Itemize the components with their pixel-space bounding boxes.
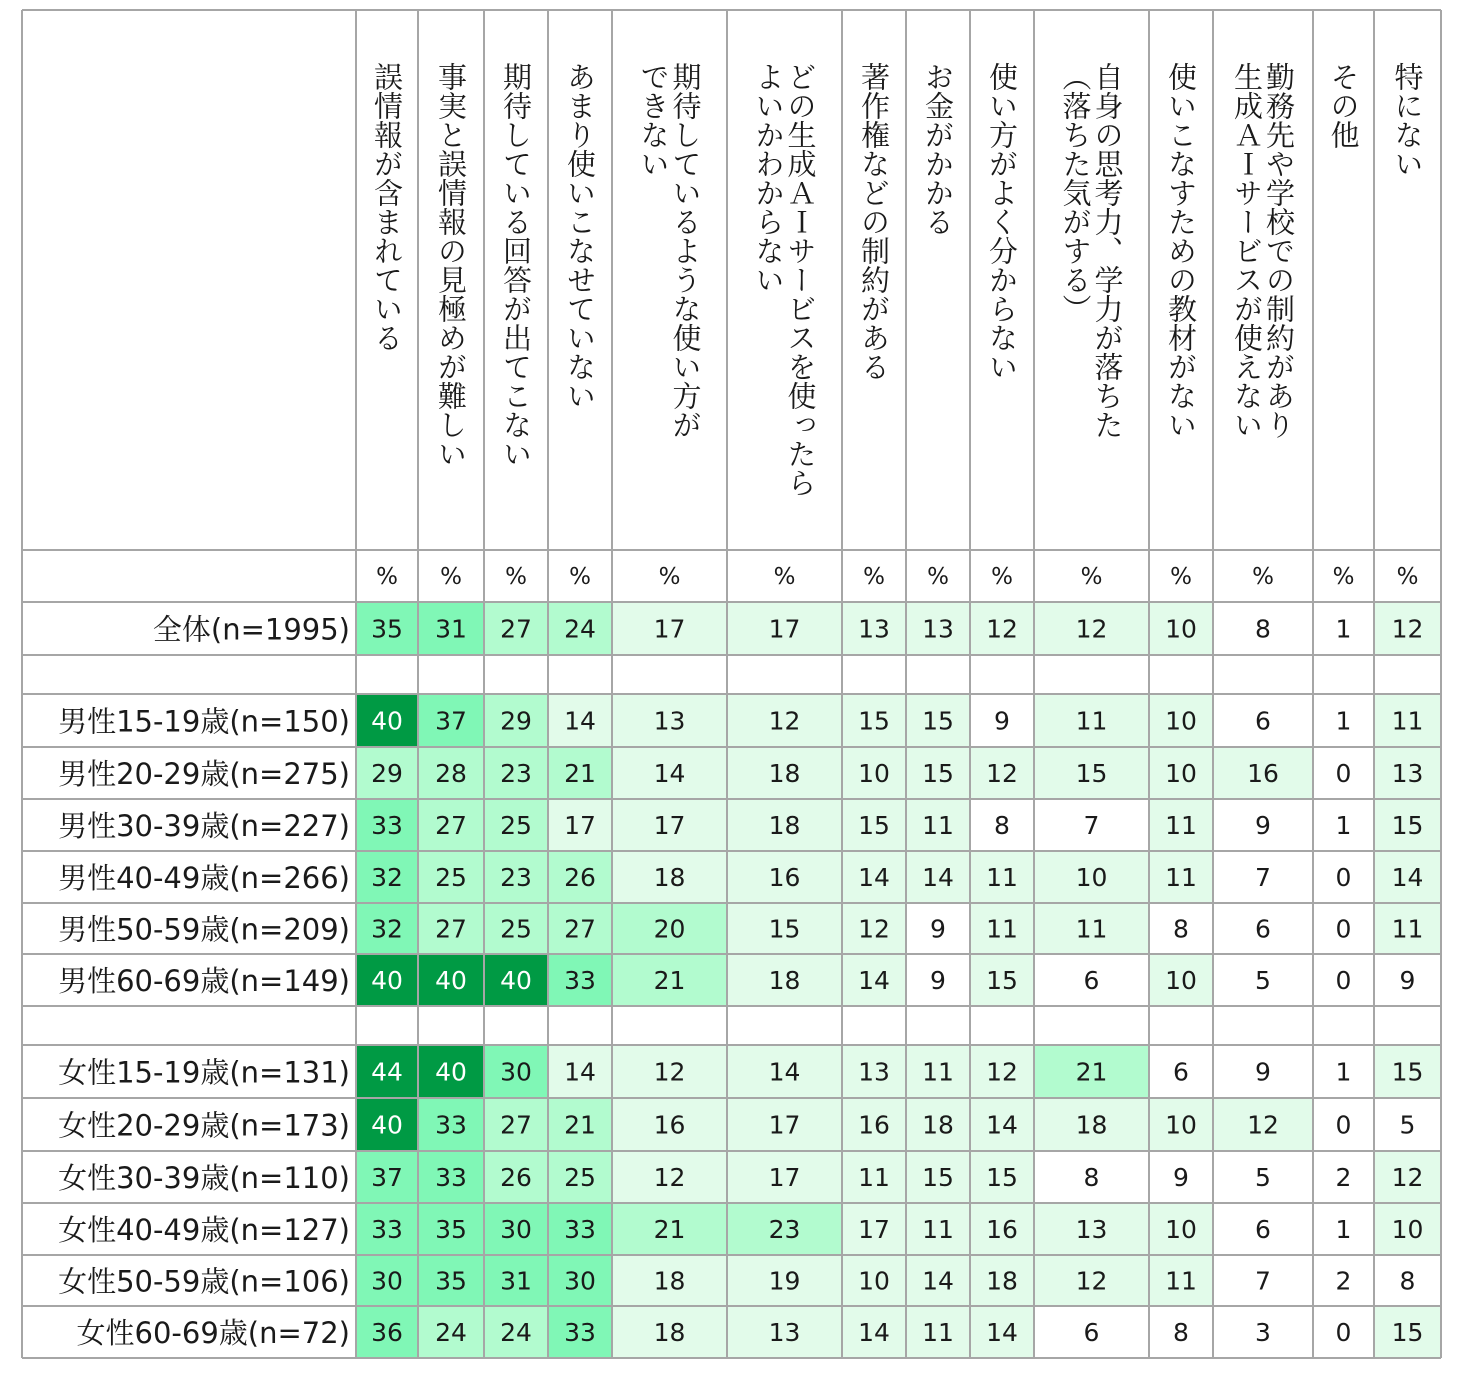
cell-value: 23 (500, 863, 532, 892)
cell-value: 6 (1255, 706, 1271, 736)
cell-value: 8 (994, 811, 1010, 840)
cell-value: 8 (1173, 1318, 1189, 1347)
cell-value: 16 (1247, 759, 1279, 788)
cell-value: 14 (653, 759, 686, 788)
cell-value: 13 (1075, 1215, 1108, 1244)
cell-value: 2 (1335, 1163, 1352, 1192)
cell-value: 29 (371, 759, 403, 788)
cell-value: 30 (564, 1266, 596, 1296)
cell-value: 36 (371, 1318, 403, 1347)
cell-value: 13 (858, 1057, 890, 1087)
cell-value: 15 (858, 706, 890, 736)
column-header-label: どの生成ＡＩサービスを使ったら (783, 62, 818, 497)
unit-label: % (376, 564, 398, 590)
cell-value: 27 (564, 914, 596, 944)
cell-value: 14 (858, 1318, 890, 1347)
cell-value: 7 (1255, 1266, 1271, 1296)
cell-value: 5 (1399, 1110, 1416, 1140)
row-label: 男性40-49歳(n=266) (58, 861, 350, 895)
cell-value: 16 (768, 863, 801, 892)
cell-value: 35 (435, 1215, 467, 1244)
row-label: 女性30-39歳(n=110) (58, 1161, 350, 1195)
cell-value: 0 (1335, 863, 1352, 892)
cell-value: 18 (768, 966, 801, 995)
row-label: 女性20-29歳(n=173) (58, 1108, 350, 1143)
cell-value: 14 (858, 966, 890, 995)
cell-value: 12 (768, 706, 801, 736)
cell-value: 10 (1165, 759, 1197, 788)
column-header-label: 事実と誤情報の見極めが難しい (434, 62, 468, 468)
cell-value: 17 (768, 614, 801, 644)
cell-value: 14 (768, 1057, 801, 1087)
cell-value: 13 (768, 1318, 801, 1347)
cell-value: 15 (922, 759, 954, 788)
cell-value: 11 (986, 863, 1018, 892)
cell-value: 40 (371, 1110, 403, 1140)
column-header (1230, 62, 1296, 439)
column-header (1391, 62, 1425, 178)
cell-value: 8 (1173, 914, 1189, 944)
unit-label: % (1396, 564, 1419, 590)
cell-value: 9 (1399, 966, 1416, 995)
cell-value: 27 (500, 1110, 532, 1140)
cell-value: 24 (564, 614, 596, 644)
cell-value: 10 (1165, 706, 1197, 736)
cell-value: 29 (500, 706, 532, 736)
unit-label: % (440, 564, 462, 590)
column-header-label: 誤情報が含まれている (370, 62, 404, 352)
column-header (434, 62, 468, 468)
column-header-label: （落ちた気がする） (1058, 62, 1093, 323)
column-header (563, 62, 597, 410)
cell-value: 10 (1165, 1215, 1197, 1244)
cell-value: 11 (1391, 706, 1424, 736)
cell-value: 12 (1247, 1110, 1279, 1140)
cell-value: 18 (653, 1266, 686, 1296)
cell-value: 12 (1391, 1163, 1424, 1192)
unit-label: % (1252, 564, 1274, 590)
cell-value: 0 (1335, 1110, 1352, 1140)
cell-value: 33 (435, 1163, 467, 1192)
column-header-label: 使い方がよく分からない (985, 62, 1019, 381)
cell-value: 15 (986, 966, 1018, 995)
cell-value: 25 (564, 1163, 596, 1192)
cell-value: 26 (564, 863, 596, 892)
cell-value: 14 (564, 706, 596, 736)
cell-value: 14 (922, 1266, 954, 1296)
cell-value: 15 (922, 1163, 954, 1192)
cell-value: 11 (1165, 811, 1197, 840)
cell-value: 35 (435, 1266, 467, 1296)
column-header-label: できない (636, 62, 671, 178)
cell-value: 12 (858, 914, 890, 944)
cell-value: 11 (1165, 1266, 1197, 1296)
cell-value: 0 (1335, 759, 1352, 788)
cell-value: 15 (1391, 1057, 1424, 1087)
cell-value: 2 (1335, 1266, 1352, 1296)
unit-label: % (505, 564, 527, 590)
cell-value: 25 (435, 863, 467, 892)
cell-value: 37 (435, 706, 467, 736)
cell-value: 0 (1335, 1318, 1352, 1347)
cell-value: 12 (653, 1057, 686, 1087)
cell-value: 17 (768, 1110, 801, 1140)
cell-value: 18 (653, 863, 686, 892)
cell-value: 11 (1165, 863, 1197, 892)
cell-value: 14 (922, 863, 954, 892)
column-header (499, 62, 533, 468)
column-header-label: 生成ＡＩサービスが使えない (1230, 62, 1264, 439)
cell-value: 25 (500, 914, 532, 944)
cell-value: 11 (922, 811, 954, 840)
row-label: 全体(n=1995) (152, 612, 350, 647)
cell-value: 10 (1075, 863, 1108, 892)
cell-value: 1 (1335, 614, 1352, 644)
cell-value: 23 (500, 759, 532, 788)
cell-value: 11 (1075, 706, 1108, 736)
cell-value: 6 (1083, 1318, 1100, 1347)
cell-value: 28 (435, 759, 467, 788)
cell-value: 25 (500, 811, 532, 840)
unit-label: % (1332, 564, 1355, 590)
cell-value: 14 (1391, 863, 1424, 892)
cell-value: 40 (435, 966, 467, 995)
cell-value: 18 (768, 811, 801, 840)
cell-value: 14 (564, 1057, 596, 1087)
cell-value: 40 (435, 1057, 467, 1087)
cell-value: 8 (1083, 1163, 1100, 1192)
cell-value: 10 (858, 1266, 890, 1296)
cell-value: 18 (653, 1318, 686, 1347)
unit-label: % (569, 564, 591, 590)
cell-value: 15 (922, 706, 954, 736)
cell-value: 33 (564, 1215, 596, 1244)
cell-value: 44 (371, 1057, 403, 1087)
unit-label: % (1080, 564, 1103, 590)
cell-value: 27 (435, 914, 467, 944)
column-header (1164, 62, 1198, 439)
cell-value: 31 (435, 614, 467, 644)
row-label: 女性50-59歳(n=106) (58, 1264, 350, 1299)
cell-value: 6 (1255, 914, 1271, 944)
cell-value: 6 (1255, 1215, 1271, 1244)
cell-value: 21 (564, 1110, 596, 1140)
column-header-label: あまり使いこなせていない (563, 62, 597, 410)
cell-value: 27 (500, 614, 532, 644)
cell-value: 33 (564, 966, 596, 995)
column-header-label: 使いこなすための教材がない (1164, 62, 1198, 439)
cell-value: 1 (1335, 811, 1352, 840)
cell-value: 5 (1255, 1163, 1271, 1192)
cell-value: 19 (768, 1266, 801, 1296)
column-header-label: 勤務先や学校での制約があり (1262, 62, 1296, 439)
cell-value: 11 (922, 1057, 954, 1087)
cell-value: 9 (1173, 1163, 1189, 1192)
cell-value: 9 (930, 914, 946, 944)
cell-value: 40 (500, 966, 532, 995)
column-header-label: 期待しているような使い方が (668, 62, 703, 439)
cell-value: 13 (653, 706, 686, 736)
row-label: 女性60-69歳(n=72) (76, 1316, 350, 1350)
cell-value: 12 (653, 1163, 686, 1192)
column-header (985, 62, 1019, 381)
cell-value: 3 (1255, 1318, 1271, 1347)
column-header-label: 特にない (1390, 62, 1425, 178)
row-label: 男性30-39歳(n=227) (58, 809, 350, 843)
cell-value: 21 (1075, 1057, 1108, 1087)
cell-value: 12 (986, 759, 1018, 788)
row-label: 女性40-49歳(n=127) (58, 1213, 350, 1247)
cell-value: 18 (922, 1110, 954, 1140)
cell-value: 8 (1399, 1266, 1416, 1296)
row-label: 男性20-29歳(n=275) (58, 757, 350, 791)
cell-value: 33 (435, 1110, 467, 1140)
cell-value: 18 (768, 759, 801, 788)
unit-label: % (927, 564, 949, 590)
column-header (857, 62, 891, 381)
cell-value: 14 (986, 1318, 1018, 1347)
cell-value: 33 (371, 811, 403, 840)
cell-value: 0 (1335, 966, 1352, 995)
cell-value: 15 (768, 914, 801, 944)
cell-value: 21 (564, 759, 596, 788)
cell-value: 17 (858, 1215, 890, 1244)
cell-value: 30 (371, 1266, 403, 1296)
cell-value: 11 (922, 1318, 954, 1347)
cell-value: 10 (1165, 614, 1197, 644)
cell-value: 13 (922, 614, 954, 644)
row-label: 男性15-19歳(n=150) (58, 704, 350, 739)
column-header-label: 自身の思考力、学力が落ちた (1090, 62, 1125, 439)
cell-value: 10 (1391, 1215, 1424, 1244)
cell-value: 8 (1255, 614, 1271, 644)
cell-value: 11 (986, 914, 1018, 944)
cell-value: 37 (371, 1163, 403, 1192)
cell-value: 13 (1391, 759, 1424, 788)
cell-value: 13 (858, 614, 890, 644)
cell-value: 9 (1255, 1057, 1271, 1087)
cell-value: 21 (653, 966, 686, 995)
cell-value: 30 (500, 1057, 532, 1087)
cell-value: 16 (986, 1215, 1018, 1244)
cell-value: 11 (1075, 914, 1108, 944)
cell-value: 23 (768, 1215, 801, 1244)
cell-value: 12 (1075, 614, 1108, 644)
cell-value: 18 (1075, 1110, 1108, 1140)
cell-value: 33 (371, 1215, 403, 1244)
column-header-label: 期待している回答が出てこない (499, 62, 533, 468)
cell-value: 12 (986, 614, 1018, 644)
unit-label: % (863, 564, 885, 590)
column-header-label: 著作権などの制約がある (857, 62, 891, 381)
column-header (921, 62, 955, 236)
cell-value: 15 (986, 1163, 1018, 1192)
cell-value: 17 (768, 1163, 801, 1192)
cell-value: 10 (858, 759, 890, 788)
cell-value: 35 (371, 614, 403, 644)
cell-value: 16 (653, 1110, 686, 1140)
unit-label: % (658, 564, 681, 590)
row-label: 男性50-59歳(n=209) (58, 912, 350, 947)
unit-label: % (773, 564, 796, 590)
cell-value: 11 (922, 1215, 954, 1244)
cell-value: 14 (858, 863, 890, 892)
cell-value: 31 (500, 1266, 532, 1296)
cell-value: 17 (653, 614, 686, 644)
cell-value: 18 (986, 1266, 1018, 1296)
cell-value: 26 (500, 1163, 532, 1192)
cell-value: 11 (1391, 914, 1424, 944)
cell-value: 7 (1255, 863, 1271, 892)
column-header-label: お金がかかる (921, 62, 955, 236)
cell-value: 24 (435, 1318, 467, 1347)
cell-value: 9 (994, 706, 1010, 736)
cell-value: 5 (1255, 966, 1271, 995)
cell-value: 6 (1173, 1057, 1189, 1087)
cell-value: 40 (371, 706, 403, 736)
cell-value: 9 (1255, 811, 1271, 840)
cell-value: 24 (500, 1318, 532, 1347)
cell-value: 6 (1083, 966, 1100, 995)
cell-value: 33 (564, 1318, 596, 1347)
column-header-label: よいかわからない (751, 62, 786, 294)
cell-value: 15 (858, 811, 890, 840)
row-label: 女性15-19歳(n=131) (58, 1055, 350, 1090)
cell-value: 15 (1391, 1318, 1424, 1347)
column-header-label: その他 (1326, 62, 1361, 149)
cell-value: 20 (653, 914, 686, 944)
cell-value: 12 (1075, 1266, 1108, 1296)
cell-value: 0 (1335, 914, 1352, 944)
cell-value: 15 (1391, 811, 1424, 840)
column-header (370, 62, 404, 352)
row-label: 男性60-69歳(n=149) (58, 964, 350, 998)
cell-value: 12 (986, 1057, 1018, 1087)
cell-value: 1 (1335, 1215, 1352, 1244)
cell-value: 17 (564, 811, 596, 840)
cell-value: 32 (371, 914, 403, 944)
cell-value: 11 (858, 1163, 890, 1192)
cell-value: 12 (1391, 614, 1424, 644)
cell-value: 1 (1335, 1057, 1352, 1087)
cell-value: 9 (930, 966, 946, 995)
cell-value: 1 (1335, 706, 1352, 736)
cell-value: 17 (653, 811, 686, 840)
cell-value: 7 (1083, 811, 1100, 840)
cell-value: 14 (986, 1110, 1018, 1140)
unit-label: % (991, 564, 1013, 590)
cell-value: 10 (1165, 966, 1197, 995)
cell-value: 10 (1165, 1110, 1197, 1140)
cell-value: 15 (1075, 759, 1108, 788)
cell-value: 30 (500, 1215, 532, 1244)
cell-value: 32 (371, 863, 403, 892)
unit-label: % (1170, 564, 1192, 590)
cell-value: 27 (435, 811, 467, 840)
column-header (1327, 62, 1361, 149)
cell-value: 40 (371, 966, 403, 995)
cell-value: 16 (858, 1110, 890, 1140)
cell-value: 21 (653, 1215, 686, 1244)
